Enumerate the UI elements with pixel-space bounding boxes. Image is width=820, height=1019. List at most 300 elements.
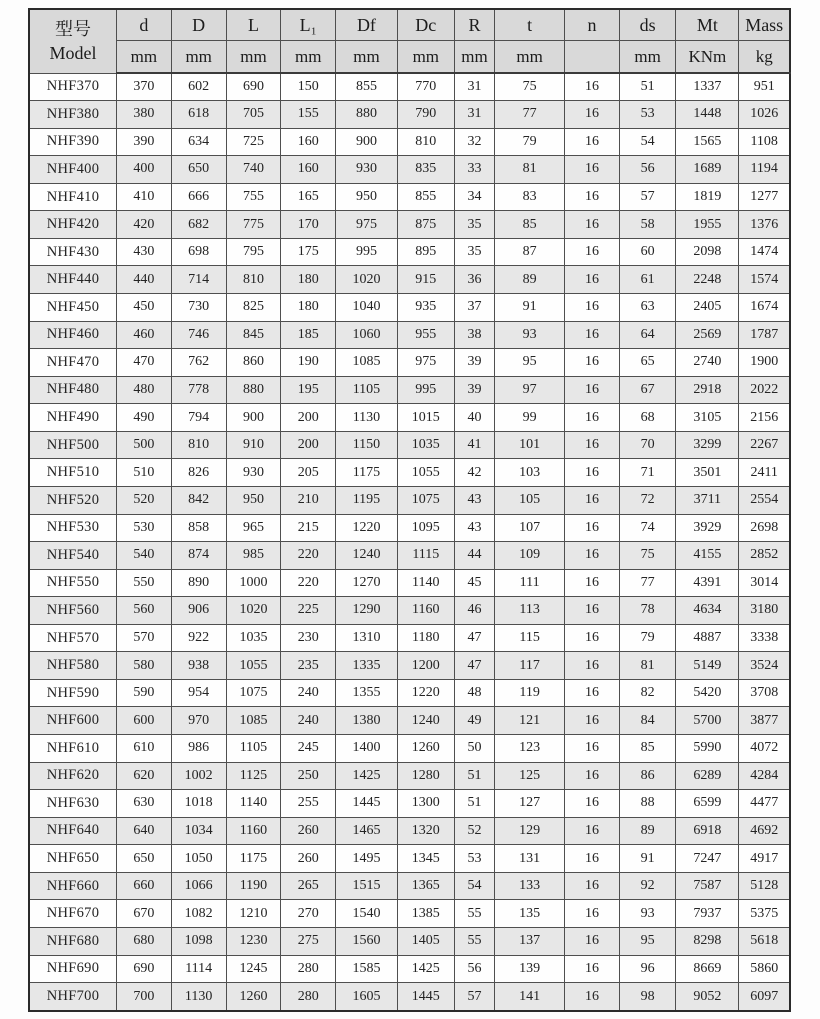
value-cell-r: 41: [454, 431, 494, 459]
value-cell-ds: 85: [619, 735, 675, 763]
value-cell-l1: 215: [281, 514, 336, 542]
value-cell-mt: 4887: [676, 624, 739, 652]
value-cell-ds: 70: [619, 431, 675, 459]
value-cell-ds: 78: [619, 597, 675, 625]
value-cell-n: 16: [565, 707, 620, 735]
value-cell-df: 1585: [336, 955, 398, 983]
value-cell-dc: 895: [397, 238, 454, 266]
table-row-nhf380: [29, 101, 790, 129]
value-cell-ds: 54: [619, 128, 675, 156]
value-cell-mass: 1674: [739, 294, 790, 322]
table-row-nhf460: [29, 321, 790, 349]
value-cell-t: 139: [495, 955, 565, 983]
value-cell-n: 16: [565, 817, 620, 845]
value-cell-df: 1540: [336, 900, 398, 928]
value-cell-df: 1380: [336, 707, 398, 735]
value-cell-l1: 260: [281, 817, 336, 845]
value-cell-d: 490: [117, 404, 172, 432]
value-cell-mt: 5700: [676, 707, 739, 735]
value-cell-ds: 60: [619, 238, 675, 266]
value-cell-mass: 1108: [739, 128, 790, 156]
value-cell-ds: 64: [619, 321, 675, 349]
value-cell-n: 16: [565, 927, 620, 955]
value-cell-l1: 205: [281, 459, 336, 487]
value-cell-df: 1355: [336, 679, 398, 707]
value-cell-dc: 1385: [397, 900, 454, 928]
value-cell-l1: 185: [281, 321, 336, 349]
value-cell-r: 31: [454, 73, 494, 101]
value-cell-d: 730: [171, 294, 226, 322]
value-cell-l1: 235: [281, 652, 336, 680]
value-cell-d: 602: [171, 73, 226, 101]
model-column-header: [29, 9, 117, 73]
value-cell-df: 975: [336, 211, 398, 239]
value-cell-l: 950: [226, 486, 281, 514]
value-cell-d: 858: [171, 514, 226, 542]
value-cell-n: 16: [565, 597, 620, 625]
value-cell-ds: 82: [619, 679, 675, 707]
value-cell-t: 91: [495, 294, 565, 322]
value-cell-mass: 1787: [739, 321, 790, 349]
value-cell-l: 1075: [226, 679, 281, 707]
table-row-nhf640: [29, 817, 790, 845]
column-unit-ds: mm: [619, 41, 675, 74]
value-cell-mt: 5990: [676, 735, 739, 763]
value-cell-n: 16: [565, 73, 620, 101]
value-cell-dc: 935: [397, 294, 454, 322]
table-row-nhf580: [29, 652, 790, 680]
model-cell: NHF590: [29, 679, 117, 707]
value-cell-mass: 2022: [739, 376, 790, 404]
value-cell-t: 109: [495, 542, 565, 570]
value-cell-mass: 2411: [739, 459, 790, 487]
column-header-t: t: [495, 9, 565, 41]
value-cell-mt: 8298: [676, 927, 739, 955]
value-cell-ds: 56: [619, 156, 675, 184]
value-cell-d: 1114: [171, 955, 226, 983]
value-cell-d: 762: [171, 349, 226, 377]
table-row-nhf420: [29, 211, 790, 239]
value-cell-l1: 200: [281, 431, 336, 459]
value-cell-d: 938: [171, 652, 226, 680]
value-cell-df: 930: [336, 156, 398, 184]
value-cell-mt: 8669: [676, 955, 739, 983]
value-cell-t: 75: [495, 73, 565, 101]
value-cell-n: 16: [565, 624, 620, 652]
value-cell-l: 1210: [226, 900, 281, 928]
value-cell-n: 16: [565, 294, 620, 322]
value-cell-df: 1220: [336, 514, 398, 542]
value-cell-mt: 7937: [676, 900, 739, 928]
value-cell-mass: 1574: [739, 266, 790, 294]
value-cell-r: 43: [454, 514, 494, 542]
value-cell-ds: 98: [619, 983, 675, 1011]
column-header-l: L: [226, 9, 281, 41]
value-cell-l1: 225: [281, 597, 336, 625]
value-cell-d: 810: [171, 431, 226, 459]
value-cell-dc: 1200: [397, 652, 454, 680]
value-cell-d: 420: [117, 211, 172, 239]
value-cell-d: 610: [117, 735, 172, 763]
table-row-nhf510: [29, 459, 790, 487]
value-cell-mass: 5860: [739, 955, 790, 983]
value-cell-l1: 160: [281, 128, 336, 156]
value-cell-d: 510: [117, 459, 172, 487]
value-cell-mass: 3014: [739, 569, 790, 597]
value-cell-mt: 3929: [676, 514, 739, 542]
model-cell: NHF390: [29, 128, 117, 156]
value-cell-l: 1105: [226, 735, 281, 763]
value-cell-d: 842: [171, 486, 226, 514]
value-cell-n: 16: [565, 376, 620, 404]
column-header-df: Df: [336, 9, 398, 41]
value-cell-df: 1175: [336, 459, 398, 487]
value-cell-t: 127: [495, 790, 565, 818]
value-cell-ds: 95: [619, 927, 675, 955]
value-cell-l: 860: [226, 349, 281, 377]
value-cell-df: 1515: [336, 872, 398, 900]
value-cell-d: 470: [117, 349, 172, 377]
value-cell-l: 930: [226, 459, 281, 487]
value-cell-n: 16: [565, 266, 620, 294]
value-cell-r: 51: [454, 790, 494, 818]
value-cell-n: 16: [565, 156, 620, 184]
column-unit-n: [565, 41, 620, 74]
value-cell-n: 16: [565, 790, 620, 818]
column-header-ds: ds: [619, 9, 675, 41]
column-unit-l1: mm: [281, 41, 336, 74]
table-row-nhf570: [29, 624, 790, 652]
value-cell-mt: 2405: [676, 294, 739, 322]
value-cell-r: 36: [454, 266, 494, 294]
value-cell-d: 778: [171, 376, 226, 404]
value-cell-mass: 2156: [739, 404, 790, 432]
value-cell-mass: 5618: [739, 927, 790, 955]
value-cell-dc: 1160: [397, 597, 454, 625]
value-cell-mt: 5149: [676, 652, 739, 680]
value-cell-ds: 67: [619, 376, 675, 404]
value-cell-dc: 1425: [397, 955, 454, 983]
value-cell-d: 1034: [171, 817, 226, 845]
table-row-nhf470: [29, 349, 790, 377]
value-cell-df: 1240: [336, 542, 398, 570]
value-cell-mt: 3501: [676, 459, 739, 487]
value-cell-mass: 3708: [739, 679, 790, 707]
value-cell-n: 16: [565, 101, 620, 129]
value-cell-l: 1085: [226, 707, 281, 735]
value-cell-df: 900: [336, 128, 398, 156]
column-unit-d: mm: [117, 41, 172, 74]
table-row-nhf410: [29, 183, 790, 211]
table-row-nhf530: [29, 514, 790, 542]
value-cell-t: 123: [495, 735, 565, 763]
value-cell-r: 31: [454, 101, 494, 129]
value-cell-mass: 4917: [739, 845, 790, 873]
value-cell-d: 460: [117, 321, 172, 349]
value-cell-l1: 150: [281, 73, 336, 101]
value-cell-dc: 975: [397, 349, 454, 377]
column-unit-dc: mm: [397, 41, 454, 74]
table-row-nhf620: [29, 762, 790, 790]
value-cell-r: 33: [454, 156, 494, 184]
value-cell-r: 38: [454, 321, 494, 349]
value-cell-mass: 951: [739, 73, 790, 101]
value-cell-l1: 175: [281, 238, 336, 266]
value-cell-d: 1050: [171, 845, 226, 873]
value-cell-n: 16: [565, 845, 620, 873]
table-row-nhf450: [29, 294, 790, 322]
value-cell-d: 1098: [171, 927, 226, 955]
value-cell-ds: 89: [619, 817, 675, 845]
value-cell-l1: 240: [281, 679, 336, 707]
value-cell-df: 1195: [336, 486, 398, 514]
column-header-d: d: [117, 9, 172, 41]
value-cell-n: 16: [565, 238, 620, 266]
value-cell-l1: 170: [281, 211, 336, 239]
value-cell-r: 40: [454, 404, 494, 432]
value-cell-mass: 5128: [739, 872, 790, 900]
value-cell-d: 1130: [171, 983, 226, 1011]
value-cell-dc: 790: [397, 101, 454, 129]
model-cell: NHF500: [29, 431, 117, 459]
value-cell-df: 950: [336, 183, 398, 211]
value-cell-mt: 7587: [676, 872, 739, 900]
value-cell-mass: 2852: [739, 542, 790, 570]
value-cell-df: 1400: [336, 735, 398, 763]
value-cell-df: 1290: [336, 597, 398, 625]
value-cell-df: 855: [336, 73, 398, 101]
value-cell-r: 52: [454, 817, 494, 845]
value-cell-t: 83: [495, 183, 565, 211]
value-cell-ds: 57: [619, 183, 675, 211]
column-unit-l: mm: [226, 41, 281, 74]
value-cell-d: 970: [171, 707, 226, 735]
value-cell-t: 89: [495, 266, 565, 294]
value-cell-d: 390: [117, 128, 172, 156]
value-cell-l1: 245: [281, 735, 336, 763]
value-cell-t: 141: [495, 983, 565, 1011]
value-cell-l: 1140: [226, 790, 281, 818]
value-cell-df: 1040: [336, 294, 398, 322]
value-cell-l1: 220: [281, 542, 336, 570]
value-cell-n: 16: [565, 431, 620, 459]
value-cell-l1: 280: [281, 983, 336, 1011]
table-row-nhf670: [29, 900, 790, 928]
value-cell-l: 1230: [226, 927, 281, 955]
value-cell-ds: 71: [619, 459, 675, 487]
value-cell-df: 1020: [336, 266, 398, 294]
value-cell-d: 570: [117, 624, 172, 652]
value-cell-mt: 5420: [676, 679, 739, 707]
column-header-mass: Mass: [739, 9, 790, 41]
value-cell-mt: 1819: [676, 183, 739, 211]
table-row-nhf400: [29, 156, 790, 184]
table-row-nhf680: [29, 927, 790, 955]
value-cell-n: 16: [565, 349, 620, 377]
value-cell-l: 725: [226, 128, 281, 156]
value-cell-df: 1150: [336, 431, 398, 459]
model-label-en: Model: [49, 43, 97, 64]
header-row-names: [29, 9, 790, 41]
value-cell-d: 746: [171, 321, 226, 349]
model-cell: NHF510: [29, 459, 117, 487]
column-header-n: n: [565, 9, 620, 41]
value-cell-l1: 265: [281, 872, 336, 900]
table-row-nhf610: [29, 735, 790, 763]
value-cell-n: 16: [565, 872, 620, 900]
value-cell-t: 95: [495, 349, 565, 377]
value-cell-d: 500: [117, 431, 172, 459]
value-cell-l: 1035: [226, 624, 281, 652]
value-cell-l: 1260: [226, 983, 281, 1011]
column-unit-mt: KNm: [676, 41, 739, 74]
value-cell-dc: 955: [397, 321, 454, 349]
value-cell-ds: 72: [619, 486, 675, 514]
value-cell-l: 825: [226, 294, 281, 322]
model-cell: NHF540: [29, 542, 117, 570]
column-header-d: D: [171, 9, 226, 41]
model-label-zh: 型号: [55, 18, 91, 39]
value-cell-ds: 51: [619, 73, 675, 101]
value-cell-n: 16: [565, 652, 620, 680]
table-row-nhf540: [29, 542, 790, 570]
value-cell-n: 16: [565, 211, 620, 239]
table-body: [29, 73, 790, 1011]
model-cell: NHF560: [29, 597, 117, 625]
value-cell-mass: 4692: [739, 817, 790, 845]
table-row-nhf650: [29, 845, 790, 873]
value-cell-d: 670: [117, 900, 172, 928]
value-cell-df: 1310: [336, 624, 398, 652]
value-cell-l: 795: [226, 238, 281, 266]
value-cell-d: 560: [117, 597, 172, 625]
value-cell-d: 370: [117, 73, 172, 101]
value-cell-dc: 1445: [397, 983, 454, 1011]
value-cell-mass: 3524: [739, 652, 790, 680]
value-cell-mass: 1026: [739, 101, 790, 129]
table-row-nhf590: [29, 679, 790, 707]
value-cell-l1: 280: [281, 955, 336, 983]
model-cell: NHF410: [29, 183, 117, 211]
column-unit-df: mm: [336, 41, 398, 74]
value-cell-r: 44: [454, 542, 494, 570]
value-cell-t: 99: [495, 404, 565, 432]
value-cell-ds: 61: [619, 266, 675, 294]
value-cell-mass: 4284: [739, 762, 790, 790]
value-cell-d: 690: [117, 955, 172, 983]
value-cell-mass: 3877: [739, 707, 790, 735]
value-cell-r: 54: [454, 872, 494, 900]
value-cell-d: 906: [171, 597, 226, 625]
value-cell-d: 1018: [171, 790, 226, 818]
table-row-nhf660: [29, 872, 790, 900]
value-cell-d: 1002: [171, 762, 226, 790]
value-cell-d: 380: [117, 101, 172, 129]
value-cell-l1: 165: [281, 183, 336, 211]
table-row-nhf500: [29, 431, 790, 459]
value-cell-d: 450: [117, 294, 172, 322]
value-cell-d: 874: [171, 542, 226, 570]
value-cell-mt: 6918: [676, 817, 739, 845]
value-cell-df: 1130: [336, 404, 398, 432]
column-unit-mass: kg: [739, 41, 790, 74]
table-row-nhf490: [29, 404, 790, 432]
value-cell-n: 16: [565, 762, 620, 790]
value-cell-d: 922: [171, 624, 226, 652]
value-cell-mass: 5375: [739, 900, 790, 928]
model-cell: NHF630: [29, 790, 117, 818]
value-cell-ds: 93: [619, 900, 675, 928]
value-cell-ds: 63: [619, 294, 675, 322]
value-cell-l1: 210: [281, 486, 336, 514]
value-cell-n: 16: [565, 735, 620, 763]
value-cell-n: 16: [565, 321, 620, 349]
model-cell: NHF620: [29, 762, 117, 790]
value-cell-d: 530: [117, 514, 172, 542]
value-cell-l: 880: [226, 376, 281, 404]
value-cell-mt: 2918: [676, 376, 739, 404]
value-cell-r: 34: [454, 183, 494, 211]
table-row-nhf690: [29, 955, 790, 983]
value-cell-t: 85: [495, 211, 565, 239]
value-cell-df: 1335: [336, 652, 398, 680]
value-cell-ds: 92: [619, 872, 675, 900]
value-cell-df: 1495: [336, 845, 398, 873]
value-cell-d: 600: [117, 707, 172, 735]
column-unit-t: mm: [495, 41, 565, 74]
value-cell-n: 16: [565, 679, 620, 707]
model-cell: NHF370: [29, 73, 117, 101]
value-cell-d: 410: [117, 183, 172, 211]
value-cell-t: 133: [495, 872, 565, 900]
value-cell-t: 77: [495, 101, 565, 129]
value-cell-r: 53: [454, 845, 494, 873]
value-cell-d: 954: [171, 679, 226, 707]
model-cell: NHF470: [29, 349, 117, 377]
value-cell-n: 16: [565, 569, 620, 597]
value-cell-mass: 2554: [739, 486, 790, 514]
value-cell-mass: 3338: [739, 624, 790, 652]
value-cell-mass: 1277: [739, 183, 790, 211]
value-cell-l1: 240: [281, 707, 336, 735]
value-cell-mt: 7247: [676, 845, 739, 873]
value-cell-dc: 1140: [397, 569, 454, 597]
value-cell-t: 125: [495, 762, 565, 790]
model-cell: NHF570: [29, 624, 117, 652]
value-cell-dc: 1320: [397, 817, 454, 845]
value-cell-df: 995: [336, 238, 398, 266]
value-cell-t: 97: [495, 376, 565, 404]
value-cell-ds: 88: [619, 790, 675, 818]
value-cell-dc: 835: [397, 156, 454, 184]
model-cell: NHF680: [29, 927, 117, 955]
value-cell-l1: 275: [281, 927, 336, 955]
value-cell-mt: 2740: [676, 349, 739, 377]
value-cell-r: 39: [454, 349, 494, 377]
value-cell-ds: 81: [619, 652, 675, 680]
column-unit-r: mm: [454, 41, 494, 74]
value-cell-n: 16: [565, 404, 620, 432]
value-cell-l: 705: [226, 101, 281, 129]
value-cell-r: 47: [454, 624, 494, 652]
value-cell-l1: 270: [281, 900, 336, 928]
value-cell-d: 480: [117, 376, 172, 404]
value-cell-d: 714: [171, 266, 226, 294]
value-cell-d: 986: [171, 735, 226, 763]
column-header-dc: Dc: [397, 9, 454, 41]
value-cell-d: 580: [117, 652, 172, 680]
value-cell-l1: 190: [281, 349, 336, 377]
